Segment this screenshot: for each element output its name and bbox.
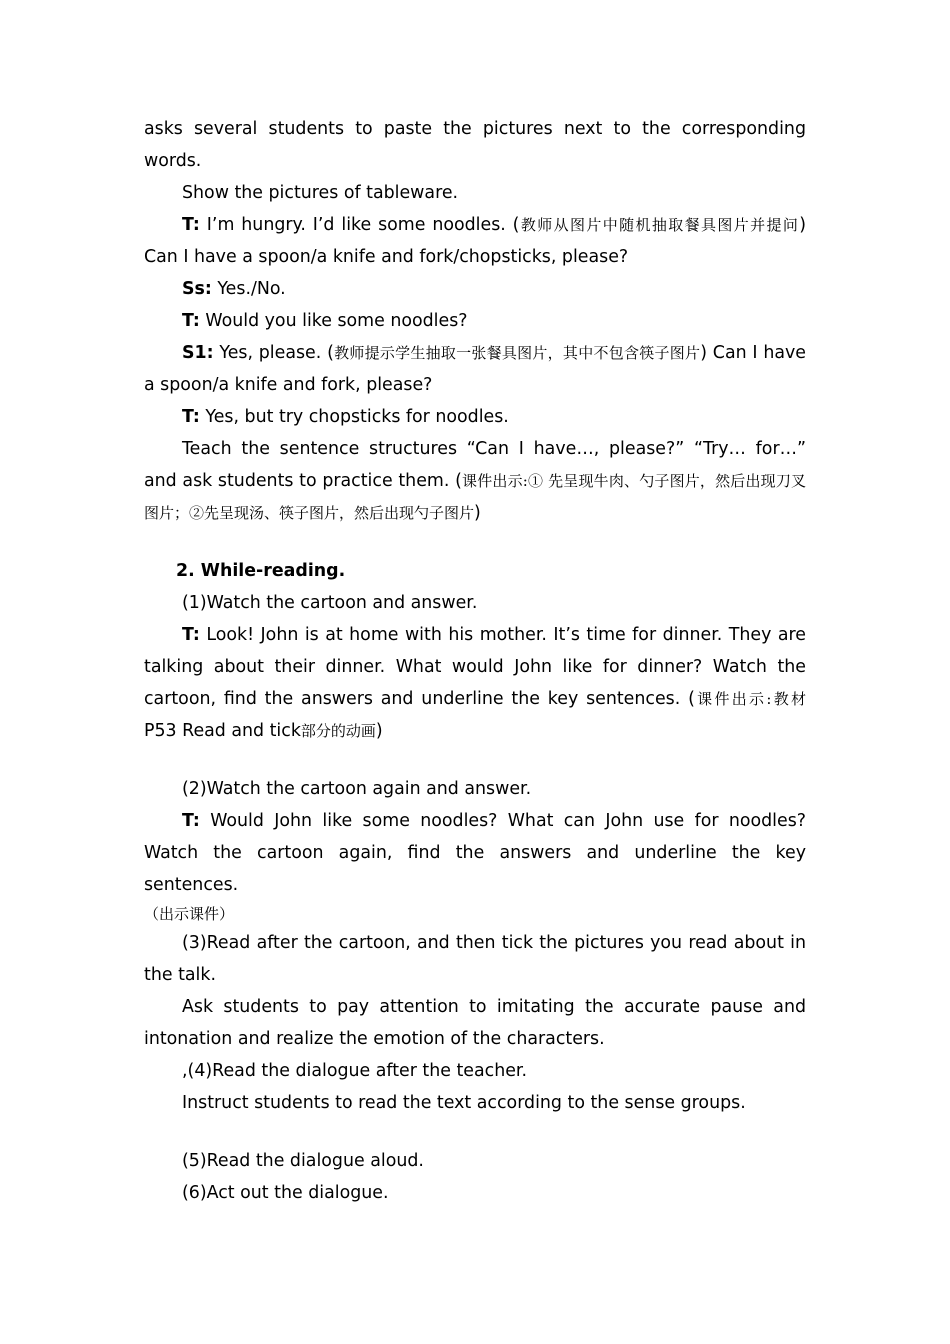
paragraph-text: Teach the sentence structures “Can I have…, please?” “Try… for…” and ask students to practice them. ( <box>144 439 806 491</box>
step-1-dialogue <box>144 619 806 747</box>
speaker-label: T: <box>182 407 200 427</box>
dialogue-line-students <box>144 273 806 305</box>
step-5-title: (5)Read the dialogue aloud. <box>182 1151 424 1171</box>
show-tableware-line: Show the pictures of tableware. <box>182 183 459 203</box>
chinese-note: 课件出示:① 先呈现牛肉、勺子图片，然后出现刀叉图片；②先呈现汤、筷子图片，然后出现勺子图片 <box>144 472 806 522</box>
paragraph-gap <box>144 1119 806 1145</box>
dialogue-text: ) Can I have a spoon/a knife and fork, please? <box>144 343 806 395</box>
chinese-note: 教师提示学生抽取一张餐具图片，其中不包含筷子图片 <box>333 344 701 362</box>
speaker-label: T: <box>182 625 200 645</box>
speaker-label: Ss: <box>182 279 212 299</box>
teach-structures-paragraph <box>144 433 806 529</box>
speaker-label: S1: <box>182 343 214 363</box>
speaker-label: T: <box>182 311 200 331</box>
step-4-detail: Instruct students to read the text according to the sense groups. <box>182 1093 746 1113</box>
dialogue-line-teacher-1 <box>144 209 806 273</box>
dialogue-text: I’m hungry. I’d like some noodles. ( <box>206 215 520 235</box>
step-6-title: (6)Act out the dialogue. <box>182 1183 389 1203</box>
dialogue-text: ) Can I have a spoon/a knife and fork/chopsticks, please? <box>144 215 806 267</box>
paragraph-text: ) <box>474 503 481 523</box>
intro-paragraph: asks several students to paste the pictures next to the corresponding words. <box>144 119 806 171</box>
dialogue-line-teacher-2 <box>144 305 806 337</box>
speaker-label: T: <box>182 215 200 235</box>
step-2-dialogue <box>144 805 806 901</box>
step-3-detail: Ask students to pay attention to imitating the accurate pause and intonation and realize the emotion of the characters. <box>144 997 806 1049</box>
dialogue-text: Yes, but try chopsticks for noodles. <box>205 407 509 427</box>
document-body <box>144 113 806 1209</box>
dialogue-text: Yes./No. <box>217 279 286 299</box>
dialogue-text: Would John like some noodles? What can John use for noodles? Watch the cartoon again, find the answers and underline the key sentences. <box>144 811 806 895</box>
paragraph-gap <box>144 747 806 773</box>
step-2-title: (2)Watch the cartoon again and answer. <box>182 779 532 799</box>
dialogue-line-student-1 <box>144 337 806 401</box>
chinese-note: 教师从图片中随机抽取餐具图片并提问 <box>519 216 800 234</box>
step-4-title: ,(4)Read the dialogue after the teacher. <box>182 1061 528 1081</box>
dialogue-text: ) <box>375 721 383 741</box>
step-3-title: (3)Read after the cartoon, and then tick the pictures you read about in the talk. <box>144 933 806 985</box>
dialogue-text: P53 Read and tick <box>144 721 301 741</box>
step-2-chinese-note: （出示课件） <box>144 905 235 923</box>
step-1-title: (1)Watch the cartoon and answer. <box>182 593 478 613</box>
dialogue-text: Yes, please. ( <box>219 343 334 363</box>
dialogue-text: Would you like some noodles? <box>205 311 468 331</box>
speaker-label: T: <box>182 811 200 831</box>
section-heading-while-reading: 2. While-reading. <box>176 561 346 581</box>
dialogue-line-teacher-3 <box>144 401 806 433</box>
dialogue-text: Look! John is at home with his mother. It’s time for dinner. They are talking about their dinner. What would John like for dinner? Watch the cartoon, find the answers and underline the key sentences. ( <box>144 625 806 709</box>
chinese-note: 课件出示:教材 <box>694 690 806 708</box>
chinese-note: 部分的动画 <box>300 722 376 740</box>
